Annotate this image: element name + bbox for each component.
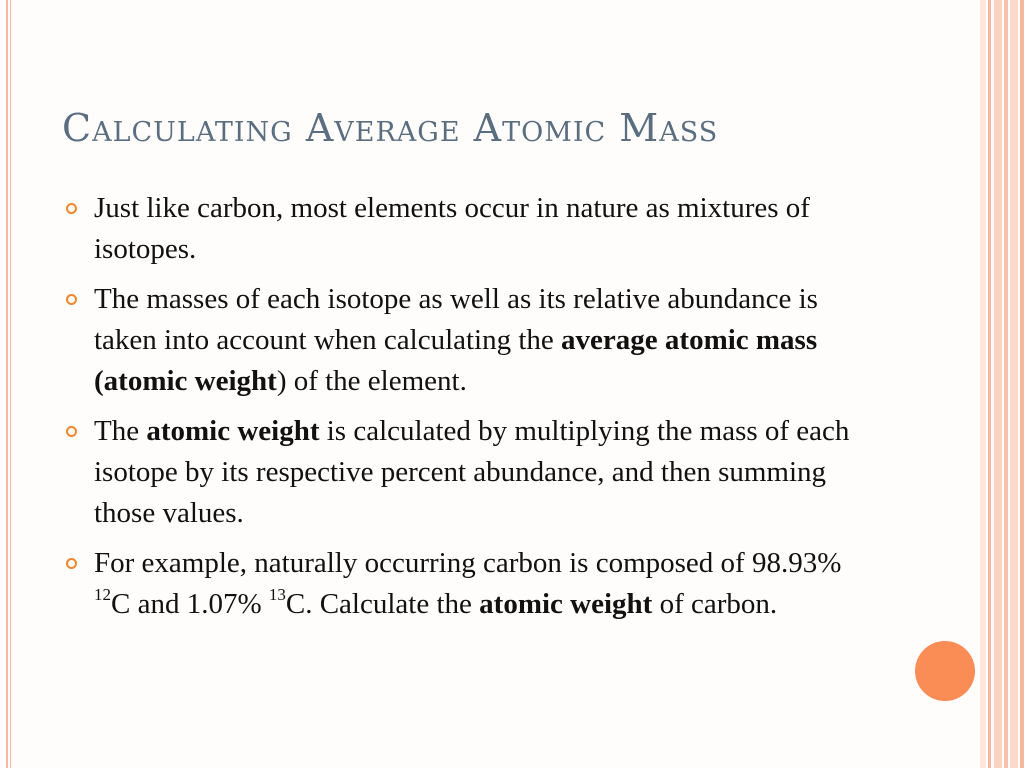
- bullet-item: [66, 279, 874, 402]
- bold-term: atomic weight: [479, 588, 653, 620]
- bullet-icon: [66, 426, 77, 437]
- bold-term: atomic weight: [146, 415, 320, 447]
- stripe-3: [994, 0, 1002, 768]
- bullet-icon: [66, 294, 77, 305]
- left-border-frame: [0, 0, 8, 768]
- bullet-text: [94, 192, 810, 265]
- stripe-6: [1020, 0, 1024, 768]
- isotope-superscript: 13: [268, 585, 286, 605]
- bullet-icon: [66, 203, 77, 214]
- bullet-text: [94, 415, 849, 529]
- bullet-icon: [66, 558, 77, 569]
- stripe-4: [1004, 0, 1008, 768]
- text-run: is calculated by multiplying the mass of each isotope by its respective percent abundance, and then summing those values.: [94, 415, 850, 529]
- stripe-5: [1010, 0, 1018, 768]
- text-run: Just like carbon, most elements occur in nature as mixtures of isotopes.: [94, 192, 810, 265]
- orange-circle-icon: [915, 641, 975, 701]
- bullet-item: [66, 411, 874, 534]
- text-run: C and 1.07%: [111, 588, 269, 620]
- stripe-1: [980, 0, 986, 768]
- right-decorative-stripes: [980, 0, 1024, 768]
- text-run: For example, naturally occurring carbon is composed of 98.93%: [94, 547, 842, 579]
- text-run: The: [94, 415, 147, 447]
- left-border-line: [10, 0, 11, 768]
- bullet-list: [66, 188, 886, 634]
- text-run: of carbon.: [652, 588, 778, 620]
- text-run: ) of the element.: [276, 365, 467, 397]
- bullet-item: [66, 543, 874, 625]
- text-run: C. Calculate the: [285, 588, 480, 620]
- bullet-text: [94, 283, 818, 397]
- isotope-superscript: 12: [94, 585, 111, 605]
- stripe-2: [988, 0, 991, 768]
- slide-title: Calculating Average Atomic Mass: [62, 106, 719, 150]
- bullet-text: [94, 547, 841, 620]
- text-run: The masses of each isotope as well as its relative abundance is taken into account when calculating the: [94, 283, 818, 356]
- bold-term: average atomic mass (atomic weight: [94, 324, 818, 397]
- bullet-item: [66, 188, 874, 270]
